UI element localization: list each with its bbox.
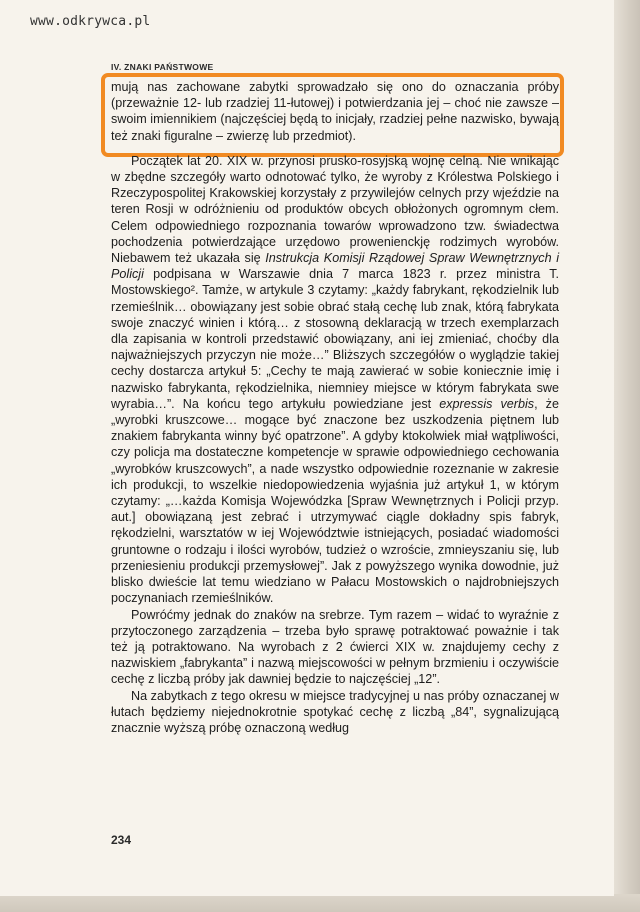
paragraph-text: Początek lat 20. XIX w. przynosi prusko-rosyjską wojnę celną. Nie wnikając w zbędne szczegóły warto odnotować tylko, że wyroby z Królestwa Polskiego i Rzeczypospolitej Krakowskiej korzystały z przywilejów celnych przy wjeździe na teren Rosji w odróżnieniu od produktów obcych obłożonych ogromnym cłem. Celem odpowiedniego rozpoznania towarów wprowadzono tzw. świadectwa pochodzenia potwierdzające urzędowo prowenienckję rodzimych wyrobów. Niebawem też ukazała się bbox=[111, 153, 559, 266]
watermark: www.odkrywca.pl bbox=[30, 14, 151, 29]
paragraph-silver-marks: Powróćmy jednak do znaków na srebrze. Tym razem – widać to wyraźnie z przytoczonego zarządzenia – trzeba było sprawę potraktować poważnie i tak też ją potraktowano. Na wyrobach z 2 ćwierci XIX w. znajdujemy cechy z nazwiskiem „fabrykanta” i nazwą miejscowości w pełnym brzmieniu i oczywiście cechę z liczbą próby jak dawniej będzie to najczęściej „12”. bbox=[111, 607, 559, 687]
paragraph-text: podpisana w Warszawie dnia 7 marca 1823 r. przez ministra T. Mostowskiego². Tamże, w artykule 3 czytamy: „każdy fabrykant, rękodzielnik lub rzemieślnik… obowiązany jest sobie obrać stałą cechę lub znak, którą fabrykata swoje znaczyć winien i którą… z stosowną deklaracją w trzech exemplarzach dla zapisania w kontroli przedstawić obowiązany, ani iej zmieniać, choćby dla najważniejszych przyczyn nie może…” Bliższych szczegółów o wyglądzie takiej cechy dostarcza artykuł 5: „Cechy te mają zawierać w sobie koniecznie imię i nazwisko fabrykanta, rękodzielnika, niemniey miejsce w którym fabrykata swe wyrabia…”. Na końcu tego artykułu powiedziane jest bbox=[111, 267, 559, 411]
paragraph-text: , że „wyrobki kruszcowe… mogące być znaczone bez uszkodzenia piętnem lub znakiem fabrykanta winny być opatrzone”. A gdyby ktokolwiek miał wątpliwości, czy policja ma dostateczne kompetencje w sprawie odpowiedniego cechowania „wyrobków kruszcowych”, a nade wszystko odpowiednie rozeznanie w zakresie ich produkcji, to wszelkie niedopowiedzenia wyjaśnia już artykuł 1, w którym czytamy: „…każda Komisja Wojewódzka [Spraw Wewnętrznych i Policji przyp. aut.] obowiązaną jest zebrać i utrzymywać ciągle dokładny spis fabryk, rękodzielni, warsztatów w iej Województwie istniejących, posiadać wiadomości gruntowne o rodzaju i ilości wyrobów, tudzież o wzroście, zmnieyszaniu się, lub przeniesieniu produkcji przemysłowej”. Jak z powyższego wynika dowodnie, już blisko dwieście lat temu wiedziano w Pałacu Mostowskich o najdrobniejszych poczynaniach rzemieślników. bbox=[111, 396, 559, 606]
italic-latin-phrase: expressis verbis bbox=[439, 396, 535, 411]
running-head: IV. ZNAKI PAŃSTWOWE bbox=[111, 62, 214, 72]
scan-edge-bottom bbox=[0, 894, 640, 912]
italic-instruction-title: Instrukcja Komisji Rządowej Spraw Wewnętrznych i Policji bbox=[111, 251, 560, 282]
page-number: 234 bbox=[111, 833, 132, 847]
paragraph-customs-war bbox=[111, 153, 559, 607]
paragraph-fineness-84: Na zabytkach z tego okresu w miejsce tradycyjnej u nas próby oznaczanej w łutach będziemy niejednokrotnie spotykać cechę z liczbą „84”, sygnalizującą znacznie wyższą próbę oznaczoną według bbox=[111, 688, 559, 735]
body-text bbox=[111, 79, 559, 736]
book-spine-shadow bbox=[614, 0, 640, 912]
highlighted-paragraph: mują nas zachowane zabytki sprowadzało się ono do oznaczania próby (przeważnie 12- lub rzadziej 11-łutowej) i potwierdzania jej – choć nie zawsze – swoim imiennikiem (najczęściej będą to inicjały, rzadziej pełne nazwisko, bywają też znaki figuralne – zwierzę lub przedmiot). bbox=[111, 80, 559, 143]
